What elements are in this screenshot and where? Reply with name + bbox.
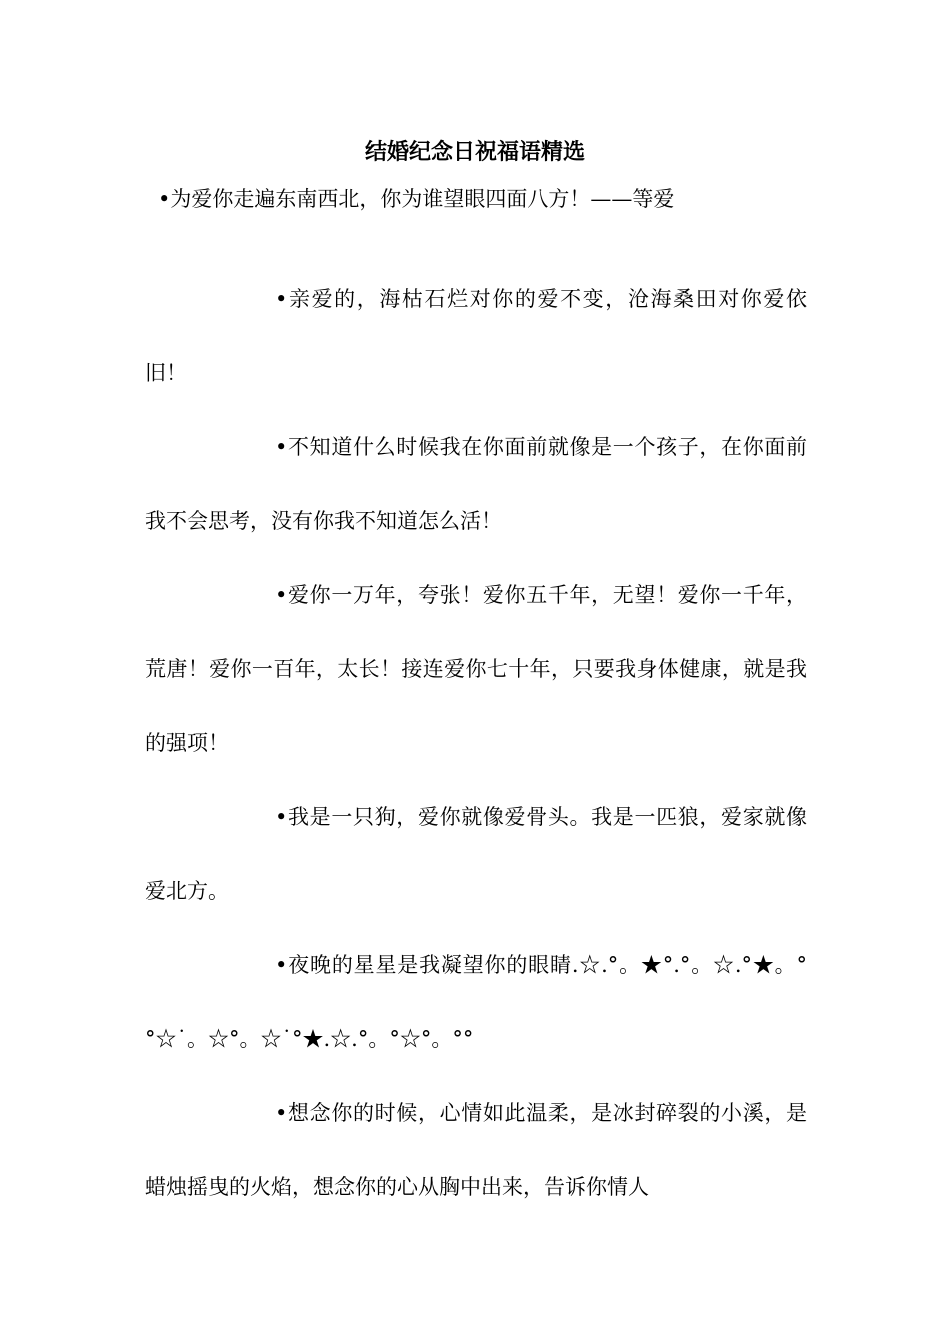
- intro-line: •为爱你走遍东南西北，你为谁望眼四面八方！——等爱: [158, 187, 675, 211]
- paragraph: •我是一只狗，爱你就像爱骨头。我是一匹狼，爱家就像爱北方。: [145, 805, 807, 903]
- paragraph: •夜晚的星星是我凝望你的眼睛.☆.°。★°.°。☆.°★。°°☆˙。☆°。☆˙°★.☆.°。°☆°。°°: [145, 953, 807, 1051]
- paragraph: •想念你的时候，心情如此温柔，是冰封碎裂的小溪，是蜡烛摇曳的火焰，想念你的心从胸中出来，告诉你情人: [145, 1101, 807, 1199]
- document-title: 结婚纪念日祝福语精选: [364, 140, 585, 165]
- document-body: [145, 262, 807, 1224]
- paragraph: •爱你一万年，夸张！爱你五千年，无望！爱你一千年，荒唐！爱你一百年，太长！接连爱你七十年，只要我身体健康，就是我的强项！: [145, 583, 807, 755]
- paragraph: •不知道什么时候我在你面前就像是一个孩子，在你面前我不会思考，没有你我不知道怎么活！: [145, 435, 807, 533]
- paragraph: •亲爱的，海枯石烂对你的爱不变，沧海桑田对你爱依旧！: [145, 287, 807, 385]
